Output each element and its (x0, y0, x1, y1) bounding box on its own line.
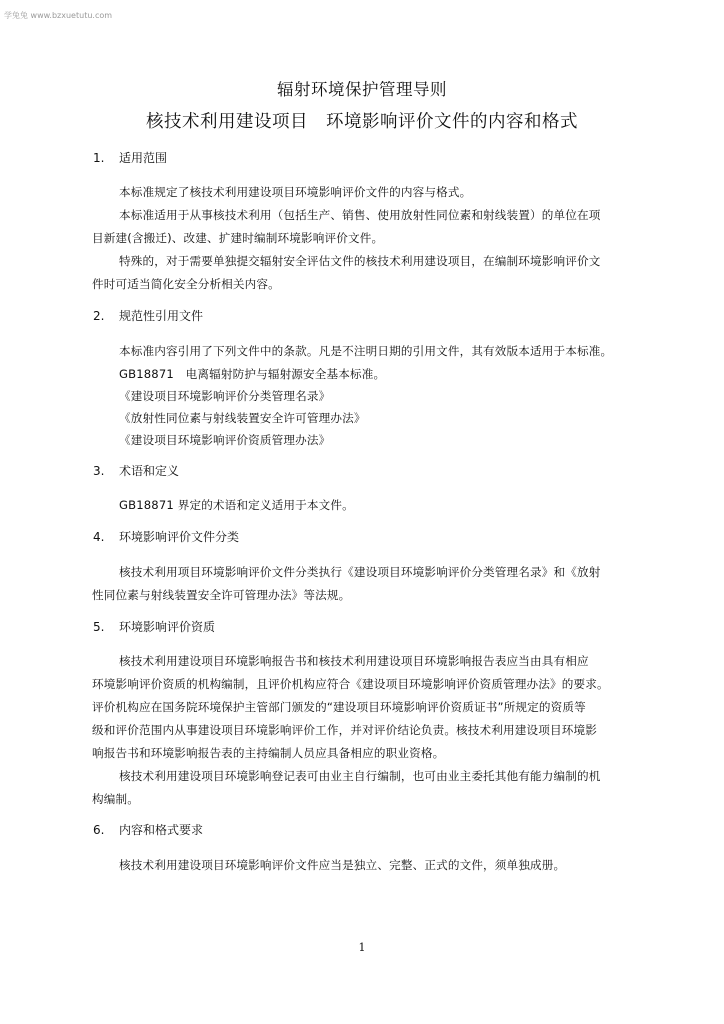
paragraph-line: 本标准内容引用了下列文件中的条款。凡是不注明日期的引用文件，其有效版本适用于本标准。 (119, 344, 613, 358)
paragraph-line: 环境影响评价资质的机构编制，且评价机构应符合《建设项目环境影响评价资质管理办法》的要求。 (92, 677, 609, 691)
section-title: 规范性引用文件 (119, 309, 204, 323)
reference-item: GB18871 电离辐射防护与辐射源安全基本标准。 (119, 367, 386, 381)
section-title: 内容和格式要求 (119, 823, 204, 837)
page-number: 1 (358, 941, 366, 954)
section-title: 术语和定义 (119, 464, 180, 478)
paragraph-line: 目新建(含搬迁)、改建、扩建时编制环境影响评价文件。 (92, 231, 384, 245)
paragraph-line: 级和评价范围内从事建设项目环境影响评价工作，并对评价结论负责。核技术利用建设项目环境影 (92, 723, 597, 737)
section-title: 适用范围 (119, 151, 168, 165)
section-heading-scope (93, 149, 167, 166)
paragraph-line: 件时可适当简化安全分析相关内容。 (92, 277, 280, 291)
document-subtitle: 核技术利用建设项目 环境影响评价文件的内容和格式 (146, 112, 578, 132)
paragraph-line: 性同位素与射线装置安全许可管理办法》等法规。 (92, 588, 351, 602)
paragraph-line: 评价机构应在国务院环境保护主管部门颁发的“建设项目环境影响评价资质证书”所规定的资质等 (92, 700, 586, 714)
section-number: 2. (93, 309, 105, 323)
paragraph-line: 核技术利用建设项目环境影响评价文件应当是独立、完整、正式的文件，须单独成册。 (119, 858, 566, 872)
section-number: 1. (93, 151, 105, 165)
section-number: 4. (93, 530, 105, 544)
watermark: 学兔兔 www.bzxuetutu.com (4, 11, 113, 20)
section-heading-terms (93, 462, 179, 479)
paragraph-line: GB18871 界定的术语和定义适用于本文件。 (119, 498, 354, 512)
paragraph-line: 构编制。 (92, 792, 139, 806)
section-heading-classification (93, 528, 239, 545)
paragraph-line: 核技术利用建设项目环境影响报告书和核技术利用建设项目环境影响报告表应当由具有相应 (119, 654, 589, 668)
reference-item: 《建设项目环境影响评价资质管理办法》 (119, 433, 331, 447)
section-number: 3. (93, 464, 105, 478)
section-number: 6. (93, 823, 105, 837)
reference-item: 《放射性同位素与射线装置安全许可管理办法》 (119, 411, 366, 425)
section-number: 5. (93, 620, 105, 634)
paragraph-line: 本标准适用于从事核技术利用（包括生产、销售、使用放射性同位素和射线装置）的单位在项 (119, 208, 601, 222)
paragraph-line: 核技术利用建设项目环境影响登记表可由业主自行编制，也可由业主委托其他有能力编制的机 (119, 769, 601, 783)
document-title: 辐射环境保护管理导则 (277, 80, 447, 99)
reference-item: 《建设项目环境影响评价分类管理名录》 (119, 389, 331, 403)
paragraph-line: 核技术利用项目环境影响评价文件分类执行《建设项目环境影响评价分类管理名录》和《放射 (119, 565, 601, 579)
section-title: 环境影响评价文件分类 (119, 530, 240, 544)
section-heading-format (93, 821, 203, 838)
section-heading-qualification (93, 618, 215, 635)
paragraph-line: 特殊的，对于需要单独提交辐射安全评估文件的核技术利用建设项目，在编制环境影响评价文 (119, 254, 601, 268)
section-heading-references (93, 307, 203, 324)
paragraph-line: 响报告书和环境影响报告表的主持编制人员应具备相应的职业资格。 (92, 746, 445, 760)
section-title: 环境影响评价资质 (119, 620, 216, 634)
paragraph-line: 本标准规定了核技术利用建设项目环境影响评价文件的内容与格式。 (119, 185, 472, 199)
